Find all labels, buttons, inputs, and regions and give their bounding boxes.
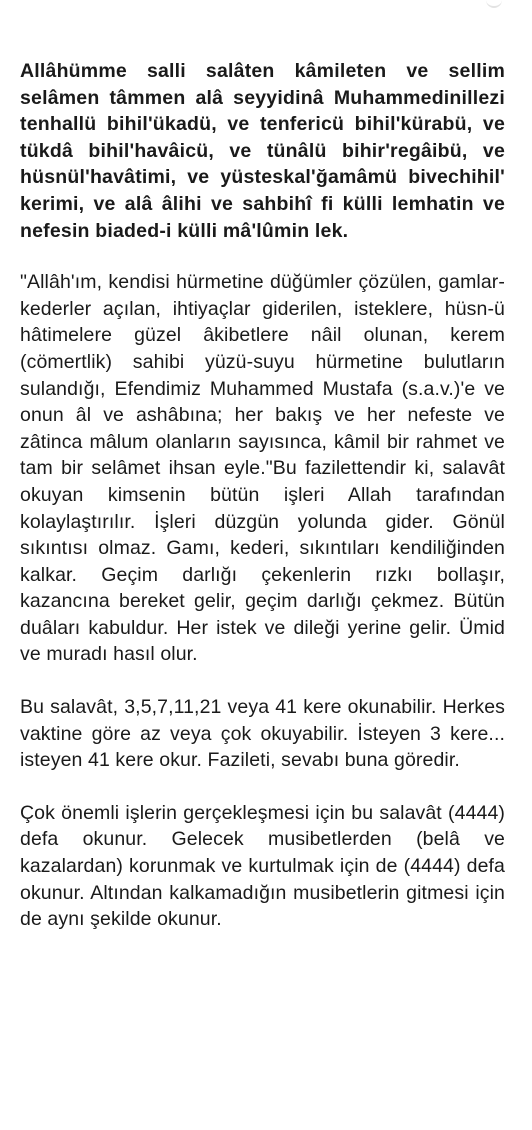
recitation-count-paragraph: Bu salavât, 3,5,7,11,21 veya 41 kere okunabilir. Herkes vaktine göre az veya çok okuyabilir. İsteyen 3 kere... isteyen 41 kere okur. Fazileti, sevabı buna göredir. bbox=[20, 696, 505, 772]
document-body bbox=[20, 58, 505, 933]
salavat-meaning-paragraph: "Allâh'ım, kendisi hürmetine düğümler çözülen, gamlar-kederler açılan, ihtiyaçlar giderilen, isteklere, hüsn-ü hâtimelere güzel âkibetlere nâil olunan, kerem (cömertlik) sahibi yüzü-suyu hürmetine bulutların sulandığı, Efendimiz Muhammed Mustafa (s.a.v.)'e ve onun âl ve ashâbına; her bakış ve her nefeste ve zâtinca mâlum olanların sayısınca, kâmil bir rahmet ve tam bir selâmet ihsan eyle."Bu fazilettendir ki, salavât okuyan kimsenin bütün işleri Allah tarafından kolaylaştırılır. İşleri düzgün yolunda gider. Gönül sıkıntısı olmaz. Gamı, kederi, sıkıntıları kendiliğinden kalkar. Geçim darlığı çekenlerin rızkı bollaşır, kazancına bereket gelir, geçim darlığı çekmez. Bütün duâları kabuldur. Her istek ve dileği yerine gelir. Ümid ve muradı hasıl olur. bbox=[20, 271, 505, 666]
special-recitation-paragraph: Çok önemli işlerin gerçekleşmesi için bu salavât (4444) defa okunur. Gelecek musibetlerden (belâ ve kazalardan) korunmak ve kurtulmak için de (4444) defa okunur. Altından kalkamadığın musibetlerin gitmesi için de aynı şekilde okunur. bbox=[20, 801, 505, 931]
salavat-arabic-transliteration: Allâhümme salli salâten kâmileten ve sellim selâmen tâmmen alâ seyyidinâ Muhammedinillezi tenhallü bihil'ükadü, ve tenfericü bihil'kürabü, ve tükdâ bihil'havâicü, ve tünâlü bihir'regâibü, ve hüsnül'havâtimi, ve yüsteskal'ğamâmü bivechihil' kerimi, ve alâ âlihi ve sahbihî fi külli lemhatin ve nefesin biaded-i külli mâ'lûmin lek. bbox=[20, 60, 505, 242]
corner-decoration bbox=[486, 0, 502, 8]
